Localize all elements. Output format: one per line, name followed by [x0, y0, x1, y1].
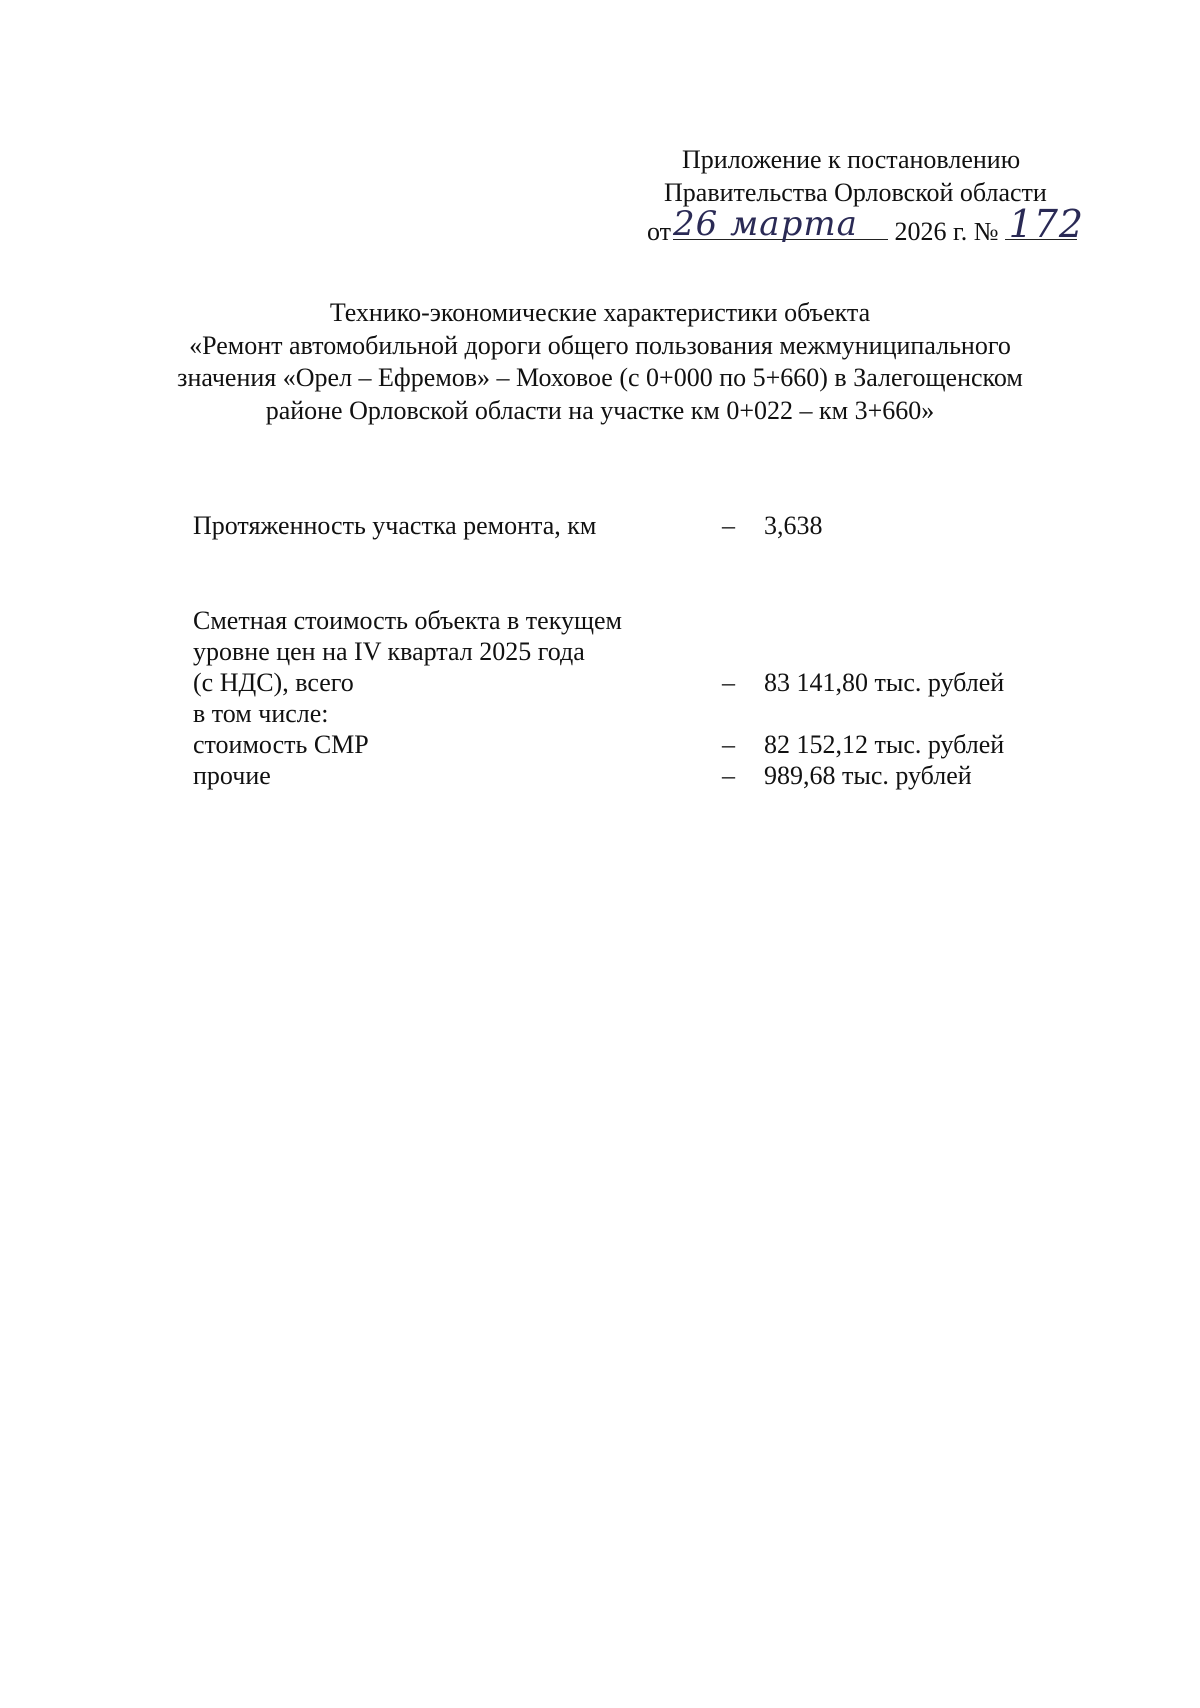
smr-value: 82 152,12 тыс. рублей: [764, 730, 1005, 759]
cost-label-line-3: (с НДС), всего: [193, 668, 354, 697]
title-line-4: районе Орловской области на участке км 0+022 – км 3+660»: [265, 395, 935, 425]
number-fill-line: [1005, 202, 1085, 246]
cost-label-line-1: Сметная стоимость объекта в текущем: [193, 606, 622, 635]
annex-line-3: [647, 202, 1085, 249]
title-line-2: «Ремонт автомобильной дороги общего пользования межмуниципального: [189, 330, 1011, 360]
annex-year: 2026 г. №: [894, 217, 999, 246]
cost-dash: –: [722, 668, 735, 697]
cost-value: 83 141,80 тыс. рублей: [764, 668, 1005, 697]
date-fill-line: [673, 204, 888, 244]
other-dash: –: [722, 761, 735, 790]
including-label: в том числе:: [193, 699, 329, 728]
annex-line-1: Приложение к постановлению: [682, 145, 1021, 174]
title-line-3: значения «Орел – Ефремов» – Моховое (с 0+000 по 5+660) в Залегощенском: [177, 363, 1023, 392]
handwritten-number: 172: [1008, 202, 1085, 246]
document-title: [120, 297, 1080, 427]
smr-label: стоимость СМР: [193, 730, 369, 759]
title-line-1: Технико-экономические характеристики объекта: [329, 298, 871, 327]
handwritten-date: 26 марта: [673, 204, 858, 244]
other-value: 989,68 тыс. рублей: [764, 761, 972, 790]
length-value: 3,638: [764, 511, 823, 540]
annex-line-2: Правительства Орловской области: [664, 178, 1047, 207]
cost-label-line-2: уровне цен на IV квартал 2025 года: [193, 637, 585, 666]
length-dash: –: [722, 511, 735, 540]
other-label: прочие: [193, 761, 271, 790]
smr-dash: –: [722, 730, 735, 759]
length-label: Протяженность участка ремонта, км: [193, 511, 597, 540]
annex-date-prefix: от: [647, 217, 672, 246]
